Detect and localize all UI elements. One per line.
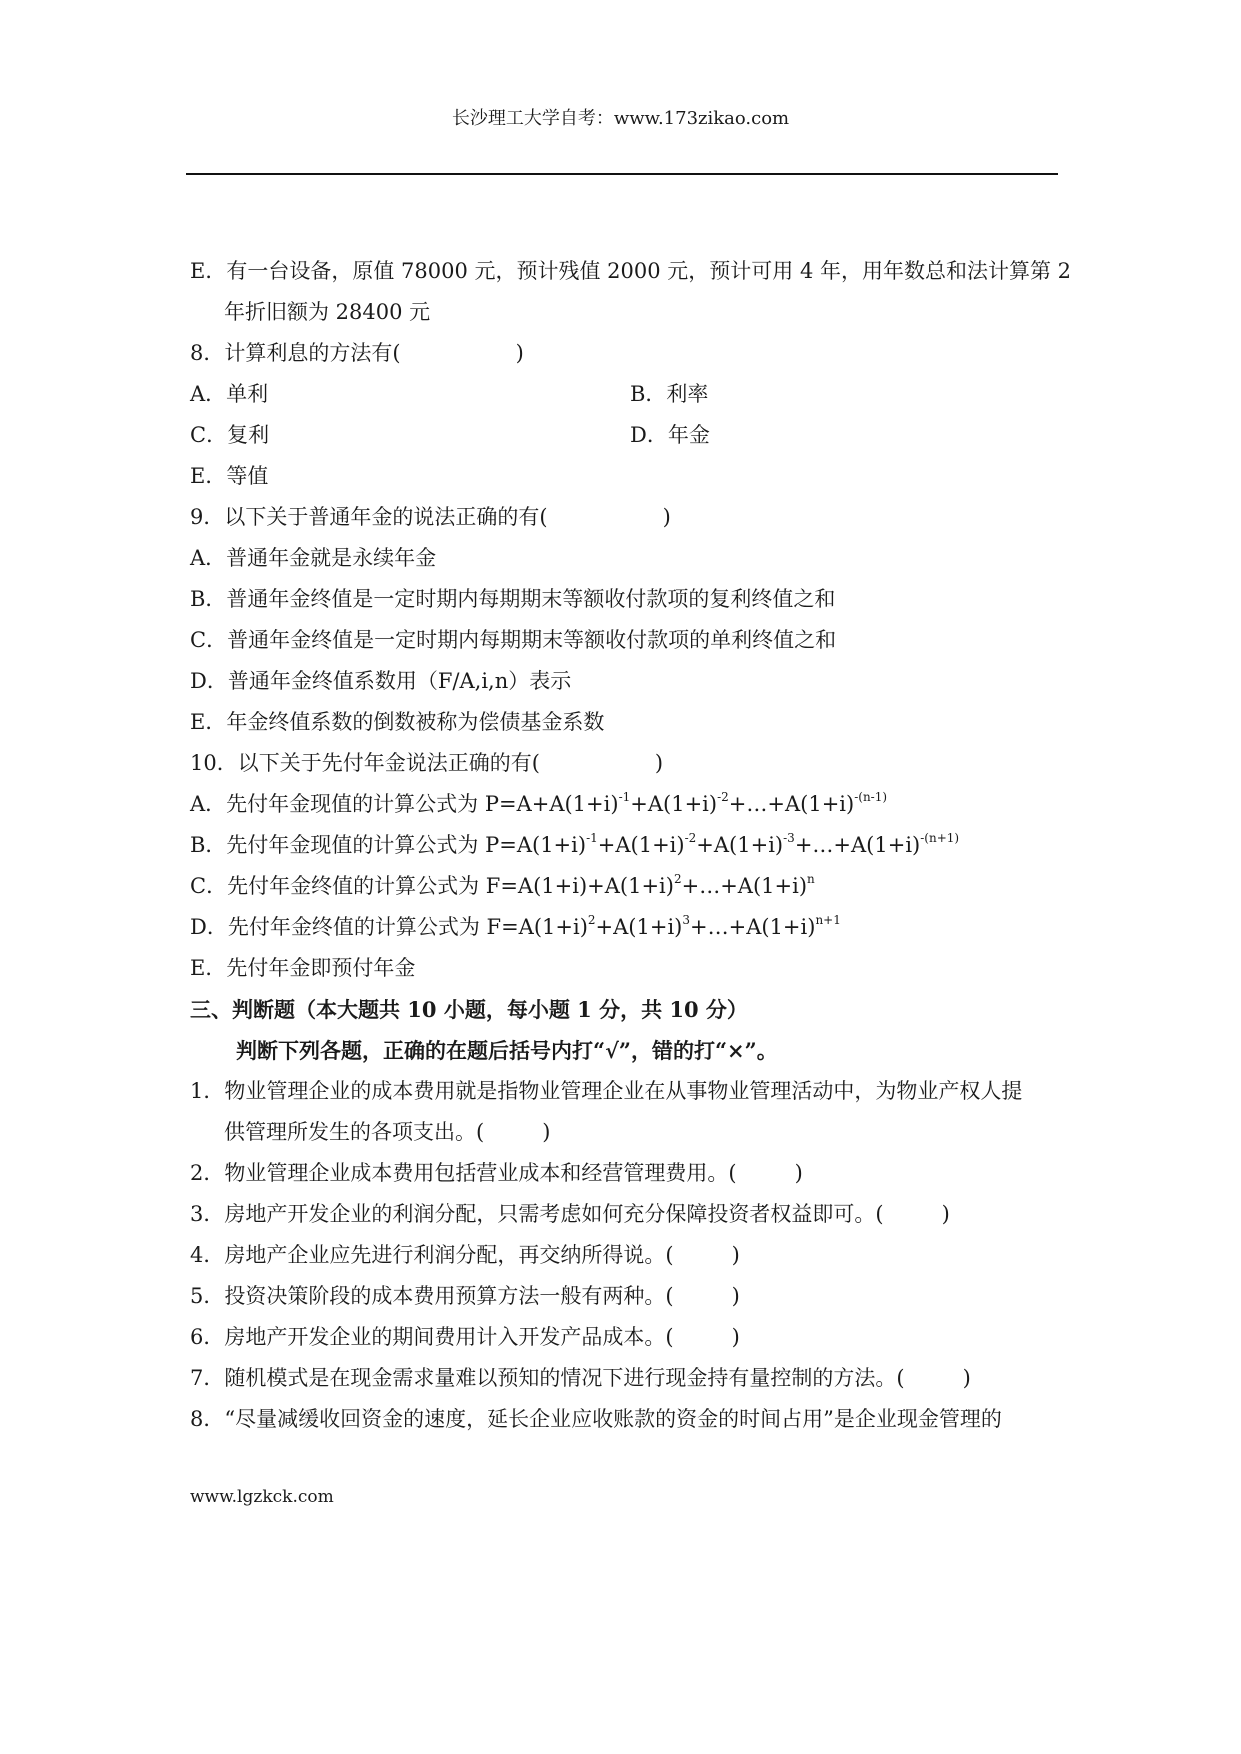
header-rule: [186, 173, 1058, 175]
judgment-1-line1: 1．物业管理企业的成本费用就是指物业管理企业在从事物业管理活动中，为物业产权人提: [190, 1079, 1023, 1103]
q9-option-b: B．普通年金终值是一定时期内每期期末等额收付款项的复利终值之和: [190, 587, 836, 611]
q7-option-e-line2: 年折旧额为 28400 元: [224, 300, 431, 324]
judgment-2: 2．物业管理企业成本费用包括营业成本和经营管理费用。( ): [190, 1161, 803, 1185]
section-3-heading: 三、判断题（本大题共 10 小题，每小题 1 分，共 10 分）: [190, 997, 748, 1022]
page-footer: www.lgzkck.com: [190, 1487, 334, 1507]
document-body: [190, 251, 1072, 1440]
judgment-1-line2: 供管理所发生的各项支出。( ): [224, 1120, 551, 1144]
q9-option-c: C．普通年金终值是一定时期内每期期末等额收付款项的单利终值之和: [190, 628, 837, 652]
question-8: 8．计算利息的方法有( ): [190, 341, 524, 365]
q8-option-a: A．单利: [190, 382, 269, 406]
q10-option-b: B．先付年金现值的计算公式为 $P=A(1+i)^{-1}+A(1+i)^{-2}+A(1+i)^{-3}+\dots+A(1+i)^{-(n+1)}$: [190, 831, 960, 857]
judgment-7: 7．随机模式是在现金需求量难以预知的情况下进行现金持有量控制的方法。( ): [190, 1366, 971, 1390]
q8-options-cd: [190, 415, 1060, 456]
judgment-4: 4．房地产企业应先进行利润分配，再交纳所得说。( ): [190, 1243, 740, 1267]
q8-option-c: C．复利: [190, 423, 270, 447]
q7-option-e-line1: E．有一台设备，原值 78000 元，预计残值 2000 元，预计可用 4 年，用年数总和法计算第 2: [190, 259, 1072, 283]
q8-options-ab: [190, 374, 1060, 415]
q8-option-d: D．年金: [630, 423, 710, 447]
q9-option-e: E．年金终值系数的倒数被称为偿债基金系数: [190, 710, 605, 734]
question-9: 9．以下关于普通年金的说法正确的有( ): [190, 505, 671, 529]
q9-option-a: A．普通年金就是永续年金: [190, 546, 437, 570]
judgment-6: 6．房地产开发企业的期间费用计入开发产品成本。( ): [190, 1325, 740, 1349]
question-10: 10．以下关于先付年金说法正确的有( ): [190, 751, 664, 775]
q10-option-d: D．先付年金终值的计算公式为 $F=A(1+i)^2+A(1+i)^3+\dots+A(1+i)^{n+1}$: [190, 913, 841, 939]
page-header: 长沙理工大学自考：www.173zikao.com: [451, 108, 790, 129]
judgment-8-line1: 8．“尽量减缓收回资金的速度，延长企业应收账款的资金的时间占用”是企业现金管理的: [190, 1407, 1002, 1431]
q10-option-c: C．先付年金终值的计算公式为 $F=A(1+i)+A(1+i)^2+\dots+A(1+i)^n$: [190, 872, 815, 898]
q8-option-b: B．利率: [630, 382, 709, 406]
judgment-5: 5．投资决策阶段的成本费用预算方法一般有两种。( ): [190, 1284, 740, 1308]
q10-option-a: A．先付年金现值的计算公式为 $P=A+A(1+i)^{-1}+A(1+i)^{-2}+\dots+A(1+i)^{-(n-1)}$: [190, 790, 888, 816]
q10-option-e: E．先付年金即预付年金: [190, 956, 416, 980]
judgment-3: 3．房地产开发企业的利润分配，只需考虑如何充分保障投资者权益即可。( ): [190, 1202, 950, 1226]
q9-option-d: D．普通年金终值系数用（F/A,i,n）表示: [190, 669, 572, 693]
q8-option-e: E．等值: [190, 464, 269, 488]
section-3-instructions: 判断下列各题，正确的在题后括号内打“√”，错的打“×”。: [236, 1038, 778, 1063]
